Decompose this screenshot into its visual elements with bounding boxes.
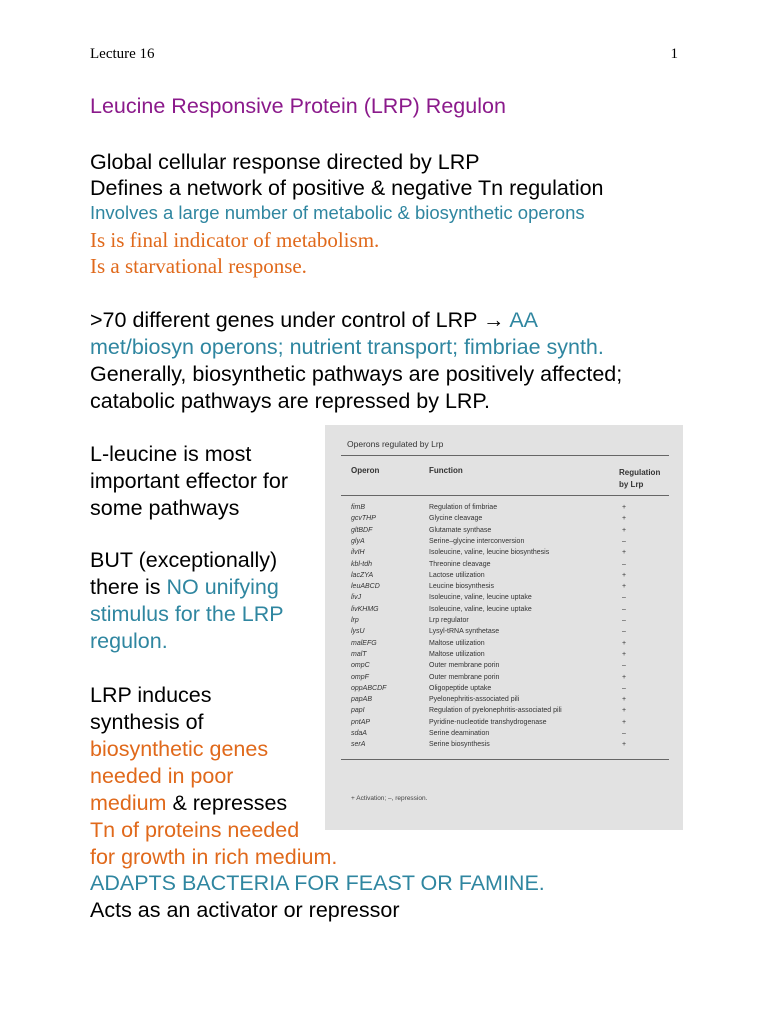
table-cell-regulation: + bbox=[621, 526, 627, 534]
table-cell-function: Lrp regulator bbox=[429, 617, 469, 624]
table-cell-function: Oligopeptide uptake bbox=[429, 684, 492, 692]
table-row bbox=[351, 730, 669, 741]
operon-table bbox=[337, 433, 669, 810]
table-cell-operon: ompC bbox=[351, 662, 370, 670]
effector-line-3: some pathways bbox=[90, 496, 240, 520]
table-cell-function: Serine–glycine interconversion bbox=[429, 537, 525, 545]
genes-line-1-highlight: AA bbox=[509, 308, 539, 332]
table-cell-regulation: – bbox=[622, 537, 626, 545]
table-header-operon: Operon bbox=[351, 466, 380, 475]
genes-line-1-text: >70 different genes under control of LRP → bbox=[90, 308, 510, 332]
table-row bbox=[351, 572, 669, 583]
table-row bbox=[351, 583, 669, 594]
table-cell-regulation: + bbox=[621, 571, 627, 579]
table-cell-operon: ompF bbox=[351, 673, 369, 681]
exception-line-2 bbox=[90, 575, 279, 600]
table-cell-function: Serine biosynthesis bbox=[429, 741, 490, 749]
table-cell-operon: lacZYA bbox=[351, 571, 374, 579]
page-header-left: Lecture 16 bbox=[90, 46, 155, 62]
effector-line-1: L-leucine is most bbox=[90, 442, 252, 466]
table-cell-operon: ilvIH bbox=[351, 549, 365, 557]
table-cell-regulation: – bbox=[622, 617, 626, 624]
exception-line-1: BUT (exceptionally) bbox=[90, 548, 278, 572]
table-cell-function: Maltose utilization bbox=[429, 650, 485, 658]
genes-line-1 bbox=[90, 308, 538, 333]
table-cell-regulation: + bbox=[621, 549, 627, 557]
table-cell-regulation: – bbox=[622, 560, 626, 568]
table-cell-operon: papI bbox=[351, 707, 365, 715]
table-row bbox=[351, 617, 669, 628]
table-row bbox=[351, 707, 669, 718]
table-cell-operon: livJ bbox=[351, 594, 362, 602]
table-cell-function: Serine deamination bbox=[429, 730, 490, 737]
table-row bbox=[351, 651, 669, 662]
table-cell-operon: pntAP bbox=[351, 718, 371, 726]
operon-table-figure bbox=[325, 425, 683, 830]
exception-line-3: stimulus for the LRP bbox=[90, 602, 284, 626]
table-row bbox=[351, 606, 669, 617]
table-cell-operon: livKHMG bbox=[351, 605, 379, 613]
intro-line-1: Global cellular response directed by LRP bbox=[90, 150, 480, 174]
table-cell-regulation: + bbox=[621, 696, 627, 704]
table-cell-function: Leucine biosynthesis bbox=[429, 583, 494, 591]
table-cell-function: Isoleucine, valine, leucine uptake bbox=[429, 594, 532, 602]
table-cell-operon: malT bbox=[351, 650, 367, 658]
table-rule-top bbox=[341, 455, 669, 456]
table-rule-bottom bbox=[341, 759, 669, 760]
table-cell-operon: oppABCDF bbox=[351, 684, 387, 692]
table-cell-function: Lactose utilization bbox=[429, 571, 485, 579]
table-row bbox=[351, 640, 669, 651]
table-row bbox=[351, 549, 669, 560]
exception-line-2-highlight: NO unifying bbox=[166, 575, 279, 599]
table-row bbox=[351, 674, 669, 685]
table-row bbox=[351, 741, 669, 752]
induces-line-1: LRP induces bbox=[90, 683, 212, 707]
table-header-by-lrp: by Lrp bbox=[619, 480, 644, 489]
table-row bbox=[351, 719, 669, 730]
induces-line-4: needed in poor bbox=[90, 764, 234, 788]
effector-line-2: important effector for bbox=[90, 469, 288, 493]
table-cell-function: Outer membrane porin bbox=[429, 662, 500, 670]
table-cell-operon: glyA bbox=[351, 537, 365, 545]
table-cell-regulation: + bbox=[621, 741, 627, 749]
table-cell-operon: lysU bbox=[351, 628, 365, 636]
table-cell-function: Maltose utilization bbox=[429, 639, 485, 647]
table-cell-function: Lysyl-tRNA synthetase bbox=[429, 628, 500, 636]
table-cell-function: Isoleucine, valine, leucine biosynthesis bbox=[429, 549, 550, 557]
induces-line-3: biosynthetic genes bbox=[90, 737, 269, 761]
table-cell-operon: gcvTHP bbox=[351, 515, 376, 523]
table-cell-operon: sdaA bbox=[351, 730, 367, 737]
table-cell-function: Isoleucine, valine, leucine uptake bbox=[429, 605, 532, 613]
table-cell-regulation: + bbox=[621, 650, 627, 658]
table-row bbox=[351, 538, 669, 549]
table-cell-function: Glycine cleavage bbox=[429, 515, 483, 523]
table-header-function: Function bbox=[429, 466, 463, 475]
table-cell-regulation: – bbox=[622, 730, 626, 737]
table-title: Operons regulated by Lrp bbox=[347, 439, 444, 449]
table-row bbox=[351, 515, 669, 526]
table-cell-operon: papAB bbox=[351, 696, 373, 704]
table-cell-function: Pyridine-nucleotide transhydrogenase bbox=[429, 718, 547, 726]
table-row bbox=[351, 685, 669, 696]
table-row bbox=[351, 504, 669, 515]
table-cell-operon: malEFG bbox=[351, 639, 377, 647]
table-cell-regulation: – bbox=[622, 594, 626, 602]
table-cell-regulation: + bbox=[621, 718, 627, 726]
table-row bbox=[351, 527, 669, 538]
induces-line-5 bbox=[90, 791, 287, 816]
table-cell-function: Regulation of pyelonephritis-associated pili bbox=[429, 707, 562, 715]
table-cell-regulation: + bbox=[621, 583, 627, 591]
page-number: 1 bbox=[670, 46, 678, 62]
table-cell-operon: gltBDF bbox=[351, 526, 373, 534]
table-cell-regulation: + bbox=[621, 504, 627, 511]
intro-line-4: Is is final indicator of metabolism. bbox=[90, 228, 380, 252]
table-cell-operon: serA bbox=[351, 741, 366, 749]
genes-line-3: Generally, biosynthetic pathways are positively affected; bbox=[90, 362, 623, 386]
table-cell-function: Outer membrane porin bbox=[429, 673, 500, 681]
exception-line-2-text: there is bbox=[90, 575, 167, 599]
table-header-regulation: Regulation bbox=[619, 468, 661, 477]
table-cell-operon: fimB bbox=[351, 504, 365, 511]
table-cell-regulation: – bbox=[622, 605, 626, 613]
table-cell-operon: leuABCD bbox=[351, 583, 380, 591]
page-title: Leucine Responsive Protein (LRP) Regulon bbox=[90, 94, 506, 118]
table-cell-regulation: + bbox=[621, 707, 627, 715]
induces-line-2: synthesis of bbox=[90, 710, 204, 734]
table-cell-regulation: – bbox=[622, 628, 626, 636]
table-row bbox=[351, 696, 669, 707]
table-cell-function: Glutamate synthase bbox=[429, 526, 492, 534]
induces-line-7: for growth in rich medium. bbox=[90, 845, 338, 869]
induces-line-8: ADAPTS BACTERIA FOR FEAST OR FAMINE. bbox=[90, 871, 545, 895]
table-cell-regulation: – bbox=[622, 662, 626, 670]
induces-line-9: Acts as an activator or repressor bbox=[90, 898, 400, 922]
table-row bbox=[351, 628, 669, 639]
table-cell-function: Threonine cleavage bbox=[429, 560, 491, 568]
table-cell-regulation: + bbox=[621, 673, 627, 681]
table-cell-regulation: – bbox=[622, 684, 626, 692]
genes-line-2: met/biosyn operons; nutrient transport; fimbriae synth. bbox=[90, 335, 604, 359]
intro-line-5: Is a starvational response. bbox=[90, 254, 307, 278]
induces-line-5-highlight: medium bbox=[90, 791, 167, 815]
table-footnote: + Activation; –, repression. bbox=[351, 795, 428, 802]
table-cell-regulation: + bbox=[621, 515, 627, 523]
table-row bbox=[351, 594, 669, 605]
table-cell-function: Regulation of fimbriae bbox=[429, 504, 498, 511]
table-cell-operon: lrp bbox=[351, 617, 359, 624]
table-cell-regulation: + bbox=[621, 639, 627, 647]
table-cell-operon: kbl-tdh bbox=[351, 560, 373, 568]
intro-line-3: Involves a large number of metabolic & biosynthetic operons bbox=[90, 202, 585, 223]
induces-line-6: Tn of proteins needed bbox=[90, 818, 300, 842]
intro-line-2: Defines a network of positive & negative Tn regulation bbox=[90, 176, 604, 200]
genes-line-4: catabolic pathways are repressed by LRP. bbox=[90, 389, 490, 413]
exception-line-4: regulon. bbox=[90, 629, 168, 653]
induces-line-5-text: & represses bbox=[166, 791, 288, 815]
table-row bbox=[351, 662, 669, 673]
table-cell-function: Pyelonephritis-associated pili bbox=[429, 696, 520, 704]
table-rule-header bbox=[341, 495, 669, 496]
table-row bbox=[351, 561, 669, 572]
